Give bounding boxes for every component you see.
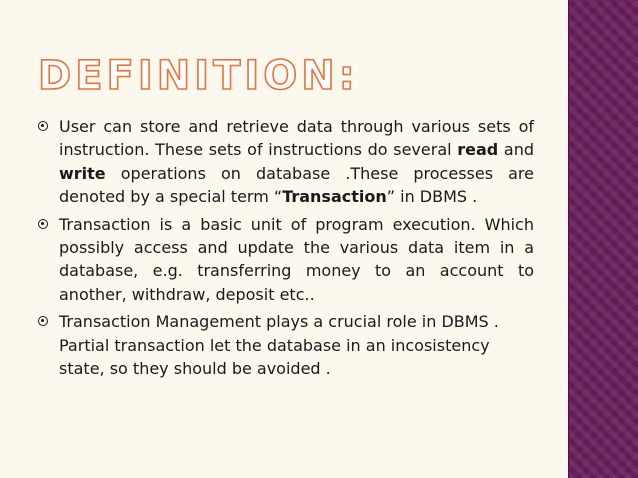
circle-dot-bullet-icon <box>38 219 48 229</box>
bullet-list <box>38 115 534 384</box>
bullet-1-text: User can store and retrieve data through various sets of instruction. These sets of instructions do several <box>59 117 534 160</box>
circle-dot-bullet-icon <box>38 121 48 131</box>
bullet-item-1 <box>38 115 534 209</box>
bullet-1-bold-read: read <box>457 140 499 160</box>
bullet-3-text: Transaction Management plays a crucial role in DBMS . Partial transaction let the database in an incosistency state, so they should be avoided . <box>59 312 499 379</box>
bullet-item-3 <box>38 310 534 380</box>
bullet-1-bold-write: write <box>59 163 106 183</box>
bullet-item-2 <box>38 213 534 307</box>
bullet-1-text: ” in DBMS . <box>386 187 478 207</box>
bullet-1-bold-transaction: Transaction <box>282 187 387 207</box>
bullet-1-text: and <box>498 140 535 160</box>
bullet-1-text: operations on database .These processes are denoted by a special term “ <box>59 163 534 207</box>
circle-dot-bullet-icon <box>38 316 48 326</box>
decorative-side-panel <box>568 0 638 478</box>
slide-title: DEFINITION: <box>38 53 359 99</box>
bullet-2-text: Transaction is a basic unit of program execution. Which possibly access and update the various data item in a database, e.g. transferring money to an account to another, withdraw, deposit etc.. <box>59 214 534 304</box>
